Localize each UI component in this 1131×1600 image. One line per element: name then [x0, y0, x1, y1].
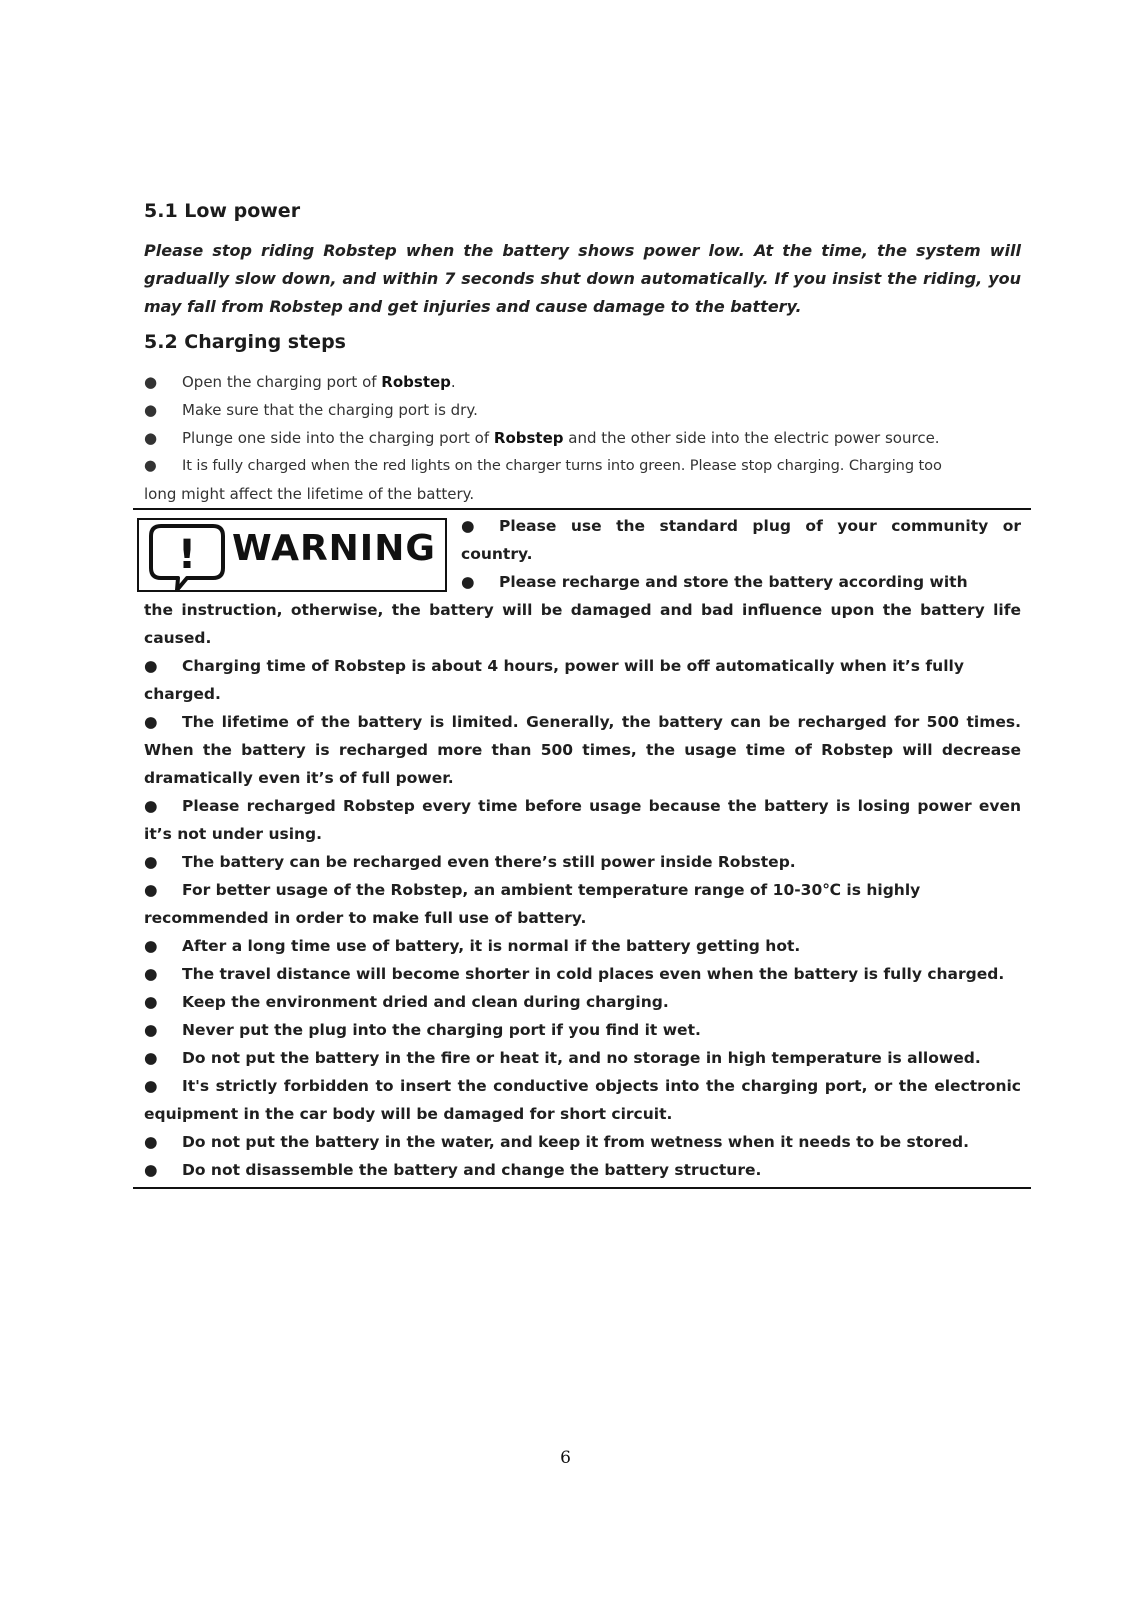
- warning-item-continuation: caused.: [144, 629, 212, 647]
- warning-item: ● Please use the standard plug of your community or: [461, 512, 1021, 540]
- warning-item: ● Never put the plug into the charging port if you find it wet.: [144, 1016, 1021, 1044]
- bullet-icon: ●: [144, 713, 158, 731]
- bullet-icon: ●: [144, 401, 158, 419]
- warning-item: ● Charging time of Robstep is about 4 hours, power will be off automatically when it’s fully: [144, 652, 1021, 680]
- list-item-continuation: long might affect the lifetime of the battery.: [144, 485, 475, 503]
- warning-item-continuation: equipment in the car body will be damaged for short circuit.: [144, 1105, 673, 1123]
- warning-item-continuation: When the battery is recharged more than 500 times, the usage time of Robstep will decrease: [144, 741, 1021, 759]
- bullet-icon: ●: [461, 573, 475, 591]
- warning-item-continuation: country.: [461, 545, 533, 563]
- warning-item: ● Do not disassemble the battery and change the battery structure.: [144, 1156, 1021, 1184]
- warning-item: ● Do not put the battery in the fire or heat it, and no storage in high temperature is allowed.: [144, 1044, 1021, 1072]
- bullet-icon: ●: [144, 1133, 158, 1151]
- list-item: ● Make sure that the charging port is dry.: [144, 396, 1024, 424]
- warning-item: ● The travel distance will become shorter in cold places even when the battery is fully charged.: [144, 960, 1021, 988]
- warning-item: ● After a long time use of battery, it is normal if the battery getting hot.: [144, 932, 1021, 960]
- bullet-icon: ●: [144, 1161, 158, 1179]
- bullet-icon: ●: [144, 881, 158, 899]
- warning-banner: [137, 518, 447, 592]
- warning-item-continuation: it’s not under using.: [144, 825, 323, 843]
- warning-item-continuation: dramatically even it’s of full power.: [144, 769, 454, 787]
- bullet-icon: ●: [144, 457, 157, 474]
- warning-top-rule: [133, 508, 1031, 510]
- bullet-icon: ●: [144, 1021, 158, 1039]
- bullet-icon: ●: [144, 797, 158, 815]
- warning-bottom-rule: [133, 1187, 1031, 1189]
- list-item: ● It is fully charged when the red lights on the charger turns into green. Please stop charging. Charging too: [144, 452, 1024, 480]
- warning-item: ● Keep the environment dried and clean during charging.: [144, 988, 1021, 1016]
- section-heading-low-power: 5.1 Low power: [144, 200, 301, 222]
- warning-item-continuation: recommended in order to make full use of battery.: [144, 909, 587, 927]
- bullet-icon: ●: [144, 853, 158, 871]
- warning-item-continuation: the instruction, otherwise, the battery will be damaged and bad influence upon the battery life: [144, 601, 1021, 619]
- warning-item-continuation: charged.: [144, 685, 221, 703]
- bullet-icon: ●: [144, 993, 158, 1011]
- warning-item: ● Do not put the battery in the water, and keep it from wetness when it needs to be stored.: [144, 1128, 1021, 1156]
- bullet-icon: ●: [144, 373, 158, 391]
- bullet-icon: ●: [144, 937, 158, 955]
- warning-label: WARNING: [232, 528, 436, 569]
- warning-item: ● Please recharged Robstep every time before usage because the battery is losing power even: [144, 792, 1021, 820]
- page-number: 6: [560, 1448, 571, 1468]
- warning-item: ● The battery can be recharged even there’s still power inside Robstep.: [144, 848, 1021, 876]
- warning-item: ● The lifetime of the battery is limited. Generally, the battery can be recharged for 500 times.: [144, 708, 1021, 736]
- paragraph-line: gradually slow down, and within 7 seconds shut down automatically. If you insist the riding, you: [144, 269, 1021, 288]
- paragraph-line: Please stop riding Robstep when the battery shows power low. At the time, the system will: [144, 241, 1021, 260]
- warning-item: ● For better usage of the Robstep, an ambient temperature range of 10-30℃ is highly: [144, 876, 1021, 904]
- warning-item: ● It's strictly forbidden to insert the conductive objects into the charging port, or the electronic: [144, 1072, 1021, 1100]
- paragraph-line: may fall from Robstep and get injuries and cause damage to the battery.: [144, 297, 802, 316]
- bullet-icon: ●: [144, 657, 158, 675]
- list-item: ● Open the charging port of Robstep.: [144, 368, 1024, 396]
- bullet-icon: ●: [461, 517, 475, 535]
- list-item: ● Plunge one side into the charging port of Robstep and the other side into the electric power source.: [144, 424, 1024, 452]
- bullet-icon: ●: [144, 1077, 158, 1095]
- exclamation-speech-bubble-icon: [147, 522, 227, 592]
- warning-item: ● Please recharge and store the battery according with: [461, 568, 1021, 596]
- bullet-icon: ●: [144, 965, 158, 983]
- bullet-icon: ●: [144, 429, 158, 447]
- exclamation-mark: !: [177, 532, 197, 578]
- section-heading-charging-steps: 5.2 Charging steps: [144, 331, 346, 353]
- bullet-icon: ●: [144, 1049, 158, 1067]
